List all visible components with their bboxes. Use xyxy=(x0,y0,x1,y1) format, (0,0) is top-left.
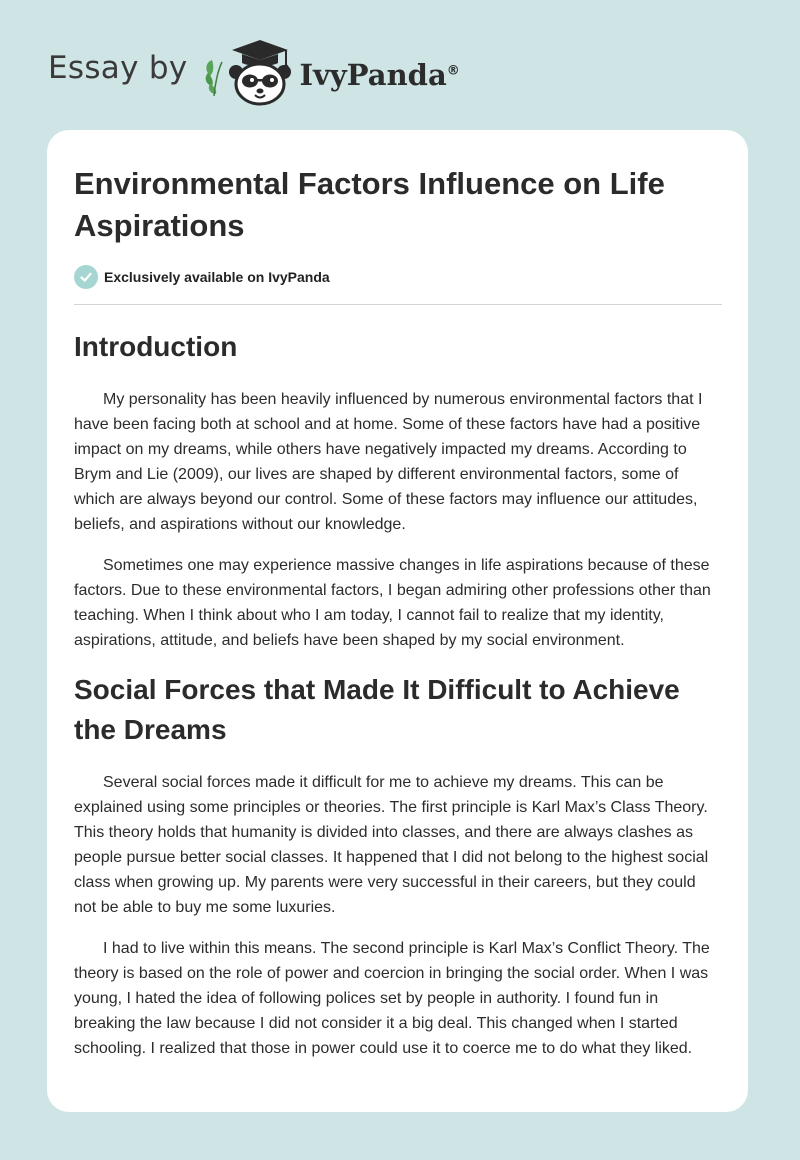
registered-mark: ® xyxy=(446,63,460,79)
section-heading: Introduction xyxy=(74,331,238,362)
essay-title: Environmental Factors Influence on Life Aspirations xyxy=(74,166,665,243)
paragraph: Several social forces made it difficult for me to achieve my dreams. This can be explained using some principles or theories. The first principle is Karl Max’s Class Theory. This theory holds that humanity is divided into classes, and there are always clashes as people pursue better social classes. It happened that I did not belong to the highest social class when growing up. My parents were very successful in their careers, but they could not be able to buy me some luxuries. xyxy=(74,774,709,916)
site-brand[interactable] xyxy=(48,36,460,108)
essay-card xyxy=(47,130,748,1112)
paragraph: Sometimes one may experience massive changes in life aspirations because of these factors. Due to these environmental factors, I began admiring other professions other than teaching. When I think about who I am today, I cannot fail to realize that my identity, aspirations, attitude, and beliefs have been shaped by my social environment. xyxy=(74,557,711,649)
exclusive-text: Exclusively available on IvyPanda xyxy=(104,269,330,285)
title-divider xyxy=(74,304,722,305)
paragraph: My personality has been heavily influenced by numerous environmental factors that I have been facing both at school and at home. Some of these factors have had a positive impact on my dreams, while others have negatively impacted my dreams. According to Brym and Lie (2009), our lives are shaped by different environmental factors, some of which are always beyond our control. Some of these factors may influence our attitudes, beliefs, and aspirations without our knowledge. xyxy=(74,391,703,533)
check-icon xyxy=(74,265,98,289)
exclusive-badge xyxy=(74,265,722,289)
paragraph: I had to live within this means. The second principle is Karl Max’s Conflict Theory. The theory is based on the role of power and coercion in bringing the social order. When I was young, I hated the idea of following polices set by people in authority. I found fun in breaking the law because I did not consider it a big deal. This changed when I started schooling. I realized that those in power could use it to coerce me to do what they liked. xyxy=(74,940,710,1057)
brand-prefix: Essay by xyxy=(48,50,188,86)
section-heading: Social Forces that Made It Difficult to Achieve the Dreams xyxy=(74,674,680,745)
panda-logo-icon xyxy=(202,36,298,108)
brand-name: IvyPanda® xyxy=(299,58,460,92)
